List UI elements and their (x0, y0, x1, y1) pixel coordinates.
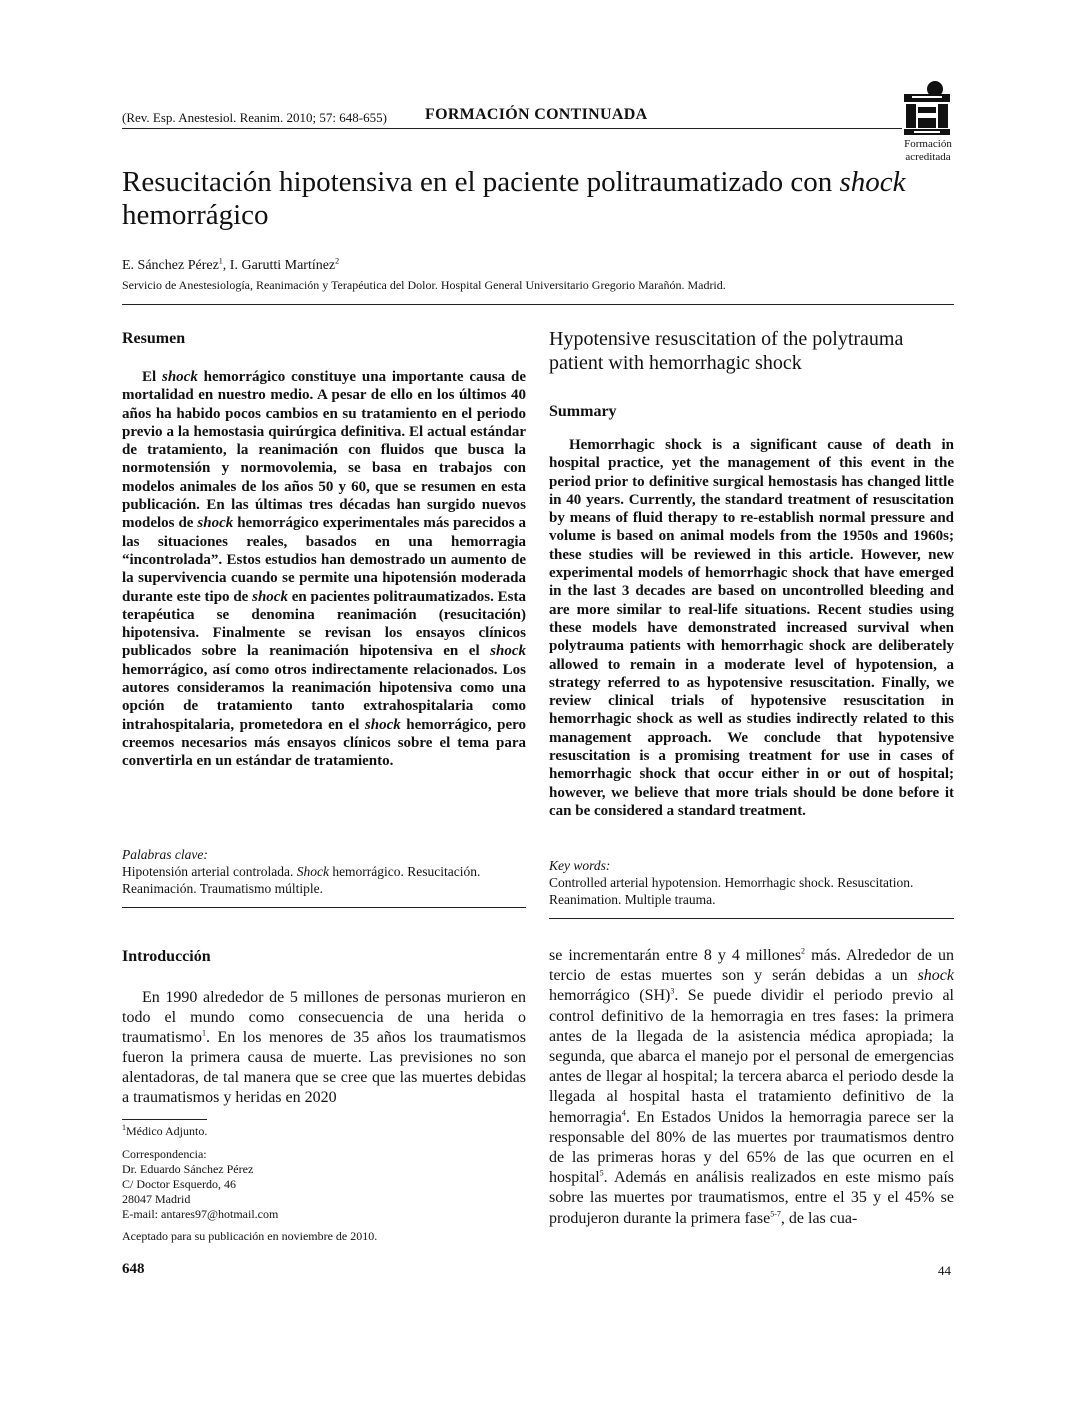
page-number-left: 648 (122, 1261, 145, 1277)
intro-text-right: se incrementarán entre 8 y 4 millones$^2$ más. Alrededor de un tercio de estas muertes son y serán debidas a un shock hemorrágico (SH)$^3$. Se puede dividir el periodo previo al control definitivo de la hemorragia en tres fases: la primera antes de la llegada de la asistencia médica apropiada; la segunda, que abarca el manejo por el personal de emergencias antes de llegar al hospital; la tercera abarca el periodo desde la llegada al hospital hasta el tratamiento definitivo de la hemorragia$^4$. En Estados Unidos la hemorragia parece ser la responsable del 80% de las muertes por traumatismos dentro de las primeras horas y del 65% de las que ocurren en el hospital$^5$. Además en análisis realizados en este mismo país sobre las muertes por traumatismos, entre el 35 y el 45% se produjeron durante la primera fase$^{5-7}$, de las cua- (549, 946, 954, 1227)
key-words: Key words: Controlled arterial hypotension. Hemorrhagic shock. Resuscitation. Reanimation. Multiple trauma. (549, 858, 914, 907)
resumen-heading: Resumen (122, 330, 186, 347)
accepted-note: Aceptado para su publicación en noviembre de 2010. (122, 1229, 378, 1243)
header-divider (122, 128, 902, 129)
summary-divider (549, 918, 954, 919)
section-label: FORMACIÓN CONTINUADA (425, 106, 648, 123)
resumen-divider (122, 907, 526, 908)
correspondence: Correspondencia: Dr. Eduardo Sánchez Pérez C/ Doctor Esquerdo, 46 28047 Madrid E-mail: antares97@hotmail.com (122, 1147, 279, 1221)
intro-text-left: En 1990 alrededor de 5 millones de personas murieron en todo el mundo como consecuencia de una herida o traumatismo$^1$. En los menores de 35 años los traumatismos fueron la primera causa de muerte. Las previsiones no son alentadoras, de tal manera que se cree que las muertes debidas a traumatismos y heridas en 2020 (122, 989, 526, 1106)
palabras-clave: Palabras clave: Hipotensión arterial controlada. Shock hemorrágico. Resucitación. Reanimación. Traumatismo múltiple. (122, 847, 481, 896)
journal-citation: (Rev. Esp. Anestesiol. Reanim. 2010; 57: 648-655) (122, 110, 387, 125)
logo-caption: Formación acreditada (904, 138, 952, 163)
page-number-right: 44 (938, 1263, 951, 1278)
summary-heading: Summary (549, 403, 617, 420)
resumen-text: El shock hemorrágico constituye una importante causa de mortalidad en nuestro medio. A pesar de ello en los últimos 40 años ha habido pocos cambios en su tratamiento en el periodo previo a la hemostasia quirúrgica definitiva. El actual estándar de tratamiento, la reanimación con fluidos que busca la normotensión y normovolemia, se basa en trabajos con modelos animales de los años 50 y 60, que se resumen en esta publicación. En las últimas tres décadas han surgido nuevos modelos de shock hemorrágico experimentales más parecidos a las situaciones reales, basados en una hemorragia “incontrolada”. Estos estudios han demostrado un aumento de la supervivencia cuando se permite una hipotensión moderada durante este tipo de shock en pacientes politraumatizados. Esta terapéutica se denomina reanimación (resucitación) hipotensiva. Finalmente se revisan los ensayos clínicos publicados sobre la reanimación hipotensiva en el shock hemorrágico, así como otros indirectamente relacionados. Los autores consideramos la reanimación hipotensiva como una opción de tratamiento tanto extrahospitalaria como intrahospitalaria, prometedora en el shock hemorrágico, pero creemos necesarios más ensayos clínicos sobre el tema para convertirla en un estándar de tratamiento. (122, 369, 527, 770)
article-title: Resucitación hipotensiva en el paciente politraumatizado con shock hemorrágico (122, 166, 906, 231)
footnote-divider (122, 1119, 207, 1120)
footnote-affiliation: $^1$Médico Adjunto. (122, 1123, 208, 1138)
summary-text: Hemorrhagic shock is a significant cause of death in hospital practice, yet the management of this event in the period prior to definitive surgical hemostasis has changed little in 40 years. Currently, the standard treatment of resuscitation by means of fluid therapy to re-establish normal pressure and volume is based on animal models from the 1950s and 1960s; these studies will be reviewed in this article. However, new experimental models of hemorrhagic shock that have emerged in the last 3 decades are based on uncontrolled bleeding and are more similar to real-life situations. Recent studies using these models have demonstrated increased survival when polytrauma patients with hemorrhagic shock are deliberately allowed to remain in a moderate level of hypotension, a strategy referred to as hypotensive resuscitation. Finally, we review clinical trials of hypotensive resuscitation in hemorrhagic shock as well as studies indirectly related to this management approach. We conclude that hypotensive resuscitation is a promising treatment for use in cases of hemorrhagic shock that occur either in or out of hospital; however, we believe that more trials should be done before it can be considered a standard treatment. (549, 437, 954, 819)
title-divider (122, 304, 954, 305)
intro-heading: Introducción (122, 948, 211, 965)
affiliation: Servicio de Anestesiología, Reanimación y Terapéutica del Dolor. Hospital General Universitario Gregorio Marañón. Madrid. (122, 278, 726, 292)
accreditation-logo-icon (902, 80, 954, 138)
authors: E. Sánchez Pérez$^1$, I. Garutti Martínez$^2$ (122, 256, 340, 273)
english-title: Hypotensive resuscitation of the polytrauma patient with hemorrhagic shock (549, 328, 904, 374)
